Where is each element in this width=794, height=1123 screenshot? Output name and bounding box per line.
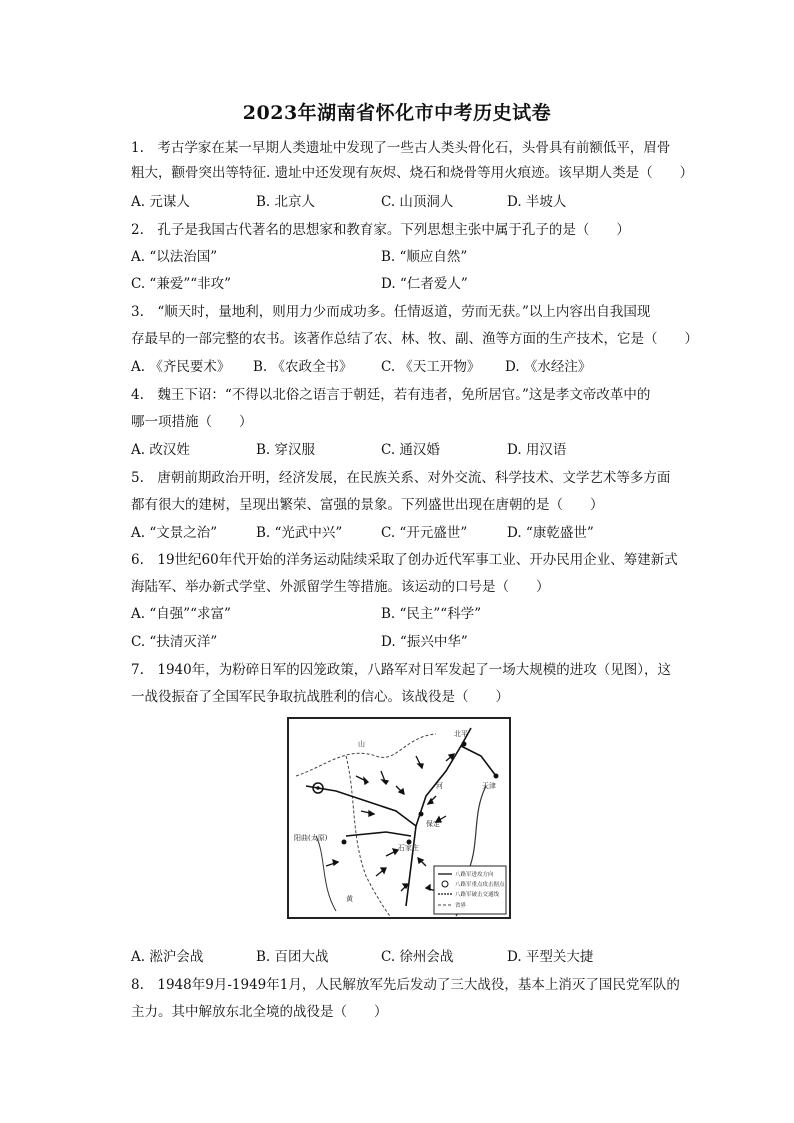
q4-option-d: D. 用汉语 bbox=[507, 442, 567, 458]
q4-option-c: C. 通汉婚 bbox=[381, 442, 440, 458]
question-3-line-1: 3. “顺天时，量地利，则用力少而成功多。任情返道，劳而无获。”以上内容出自我国现 bbox=[131, 304, 651, 320]
q2-option-b: B. “顺应自然” bbox=[381, 249, 468, 265]
q3-option-c: C. 《天工开物》 bbox=[381, 359, 481, 375]
question-4-line-1: 4. 魏王下诏：“不得以北俗之语言于朝廷，若有违者，免所居官。”这是孝文帝改革中的 bbox=[131, 387, 651, 403]
q5-option-b: B. “光武中兴” bbox=[256, 525, 343, 541]
map-label: 山 bbox=[358, 740, 365, 748]
q7-option-c: C. 徐州会战 bbox=[381, 949, 454, 965]
question-2-line-1: 2. 孔子是我国古代著名的思想家和教育家。下列思想主张中属于孔子的是（ ） bbox=[131, 222, 630, 238]
q6-option-c: C. “扶清灭洋” bbox=[131, 634, 218, 650]
page-title: 2023年湖南省怀化市中考历史试卷 bbox=[242, 102, 552, 124]
q5-option-a: A. “文景之治” bbox=[131, 525, 218, 541]
question-6-line-2: 海陆军、举办新式学堂、外派留学生等措施。该运动的口号是（ ） bbox=[131, 579, 550, 595]
question-6-line-1: 6. 19世纪60年代开始的洋务运动陆续采取了创办近代军事工业、开办民用企业、筹建新式 bbox=[131, 552, 678, 568]
q5-option-d: D. “康乾盛世” bbox=[507, 525, 594, 541]
map-label: 阳曲(太原) bbox=[294, 834, 328, 842]
q6-option-d: D. “振兴中华” bbox=[381, 634, 468, 650]
map-label: 保定 bbox=[426, 820, 440, 828]
battle-map-figure bbox=[286, 716, 512, 920]
question-7-line-2: 一战役振奋了全国军民争取抗战胜利的信心。该战役是（ ） bbox=[131, 689, 509, 705]
q2-option-d: D. “仁者爱人” bbox=[381, 276, 468, 292]
question-1-line-1: 1. 考古学家在某一早期人类遗址中发现了一些古人类头骨化石，头骨具有前额低平，眉骨 bbox=[131, 140, 671, 156]
city-marker-dot bbox=[316, 786, 320, 790]
q1-option-c: C. 山顶洞人 bbox=[381, 194, 454, 210]
question-4-line-2: 哪一项措施（ ） bbox=[131, 414, 253, 430]
map-label: 黄 bbox=[346, 895, 353, 903]
city-marker bbox=[494, 774, 499, 779]
map-label: 河 bbox=[436, 782, 443, 790]
question-3-line-2: 存最早的一部完整的农书。该著作总结了农、林、牧、副、渔等方面的生产技术，它是（ ） bbox=[131, 331, 698, 347]
question-1-line-2: 粗大，颧骨突出等特征. 遗址中还发现有灰烬、烧石和烧骨等用火痕迹。该早期人类是（ ） bbox=[131, 165, 694, 181]
q1-option-a: A. 元谋人 bbox=[131, 194, 190, 210]
q4-option-a: A. 改汉姓 bbox=[131, 442, 190, 458]
q5-option-c: C. “开元盛世” bbox=[381, 525, 468, 541]
question-5-line-2: 都有很大的建树，呈现出繁荣、富强的景象。下列盛世出现在唐朝的是（ ） bbox=[131, 497, 604, 513]
question-8-line-2: 主力。其中解放东北全境的战役是（ ） bbox=[131, 1004, 388, 1020]
question-7-line-1: 7. 1940年，为粉碎日军的囚笼政策，八路军对日军发起了一场大规模的进攻（见图），这 bbox=[131, 662, 671, 678]
legend-label: 八路军进攻方向 bbox=[455, 872, 494, 878]
q3-option-a: A. 《齐民要术》 bbox=[131, 359, 231, 375]
q1-option-b: B. 北京人 bbox=[256, 194, 316, 210]
city-marker bbox=[342, 840, 347, 845]
city-marker bbox=[419, 812, 424, 817]
map-label: 北平 bbox=[454, 730, 468, 738]
legend-label: 省界 bbox=[455, 903, 467, 909]
legend-label: 八路军重点攻击据点 bbox=[455, 882, 505, 888]
map-label: 天津 bbox=[482, 782, 496, 790]
q6-option-b: B. “民主”“科学” bbox=[381, 606, 482, 622]
q6-option-a: A. “自强”“求富” bbox=[131, 606, 231, 622]
q3-option-b: B. 《农政全书》 bbox=[253, 359, 353, 375]
question-8-line-1: 8. 1948年9月-1949年1月，人民解放军先后发动了三大战役，基本上消灭了国民党军队的 bbox=[131, 977, 680, 993]
city-marker bbox=[462, 742, 467, 747]
question-5-line-1: 5. 唐朝前期政治开明，经济发展，在民族关系、对外交流、科学技术、文学艺术等多方面 bbox=[131, 470, 671, 486]
q4-option-b: B. 穿汉服 bbox=[256, 442, 316, 458]
q7-option-d: D. 平型关大捷 bbox=[507, 949, 594, 965]
q2-option-c: C. “兼爱”“非攻” bbox=[131, 276, 232, 292]
q7-option-a: A. 淞沪会战 bbox=[131, 949, 204, 965]
legend-label: 八路军破击交通线 bbox=[455, 892, 500, 898]
q3-option-d: D. 《水经注》 bbox=[505, 359, 592, 375]
q1-option-d: D. 半坡人 bbox=[507, 194, 567, 210]
q7-option-b: B. 百团大战 bbox=[256, 949, 329, 965]
map-label: 石家庄 bbox=[398, 844, 419, 852]
q2-option-a: A. “以法治国” bbox=[131, 249, 218, 265]
